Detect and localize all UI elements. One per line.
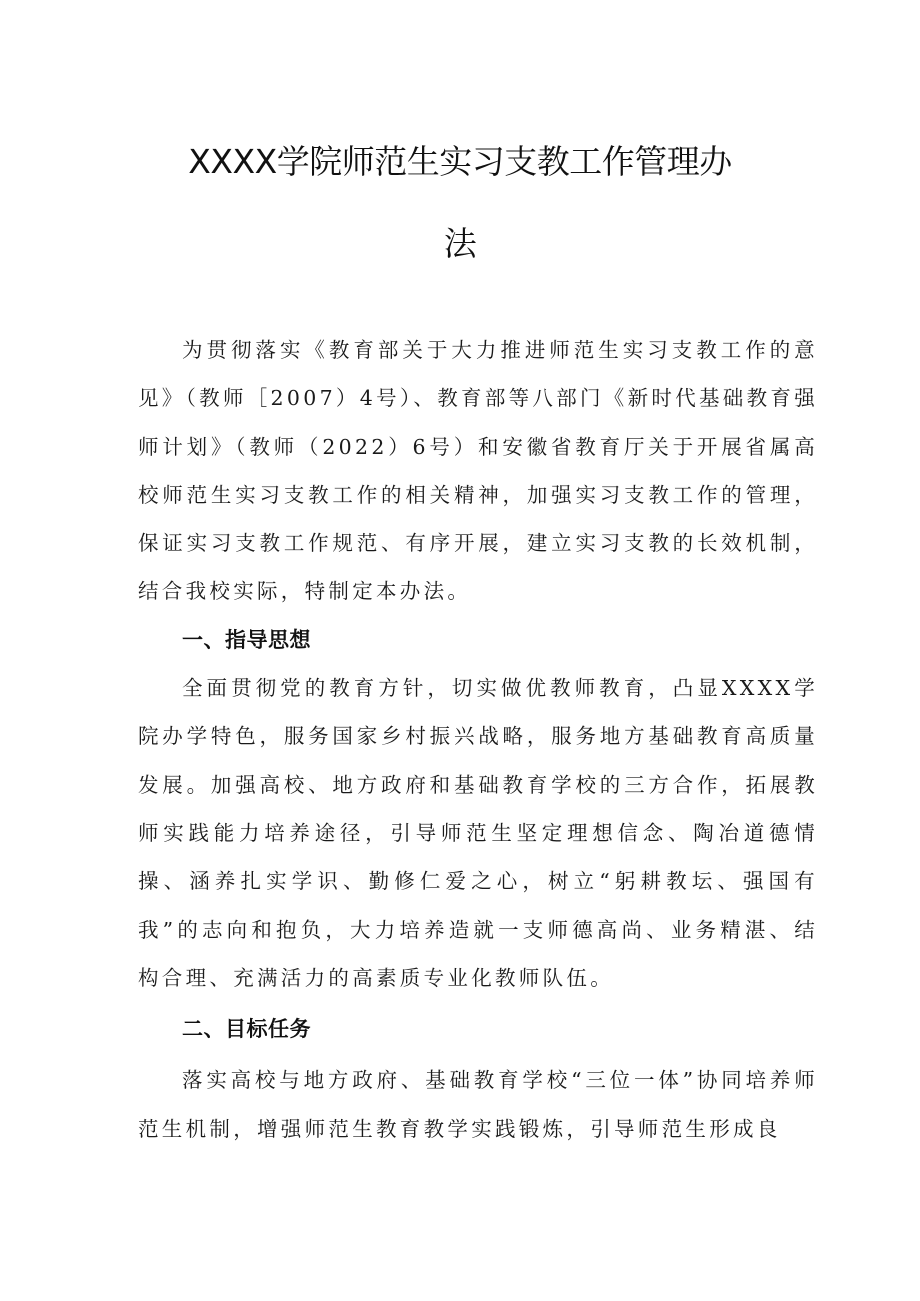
document-body (138, 326, 818, 1153)
intro-paragraph: 为贯彻落实《教育部关于大力推进师范生实习支教工作的意见》（教师［2007）4号）、教育部等八部门《新时代基础教育强师计划》（教师（2022）6号）和安徽省教育厅关于开展省属高校师范生实习支教工作的相关精神，加强实习支教工作的管理，保证实习支教工作规范、有序开展，建立实习支教的长效机制，结合我校实际，特制定本办法。 (138, 338, 819, 604)
goals-tasks-paragraph: 落实高校与地方政府、基础教育学校“三位一体”协同培养师范生机制，增强师范生教育教学实践锻炼，引导师范生形成良 (138, 1068, 818, 1141)
guiding-ideology-paragraph: 全面贯彻党的教育方针，切实做优教师教育，凸显XXXX学院办学特色，服务国家乡村振兴战略，服务地方基础教育高质量发展。加强高校、地方政府和基础教育学校的三方合作，拓展教师实践能力培养途径，引导师范生坚定理想信念、陶冶道德情操、涵养扎实学识、勤修仁爱之心，树立“躬耕教坛、强国有我”的志向和抱负，大力培养造就一支师德高尚、业务精湛、结构合理、充满活力的高素质专业化教师队伍。 (138, 676, 818, 990)
document-title-line1: XXXX学院师范生实习支教工作管理办 (188, 142, 732, 181)
document-title-line2: 法 (443, 224, 477, 263)
section-heading-guiding-ideology: 一、指导思想 (182, 627, 311, 652)
section-heading-goals-tasks: 二、目标任务 (182, 1017, 311, 1042)
